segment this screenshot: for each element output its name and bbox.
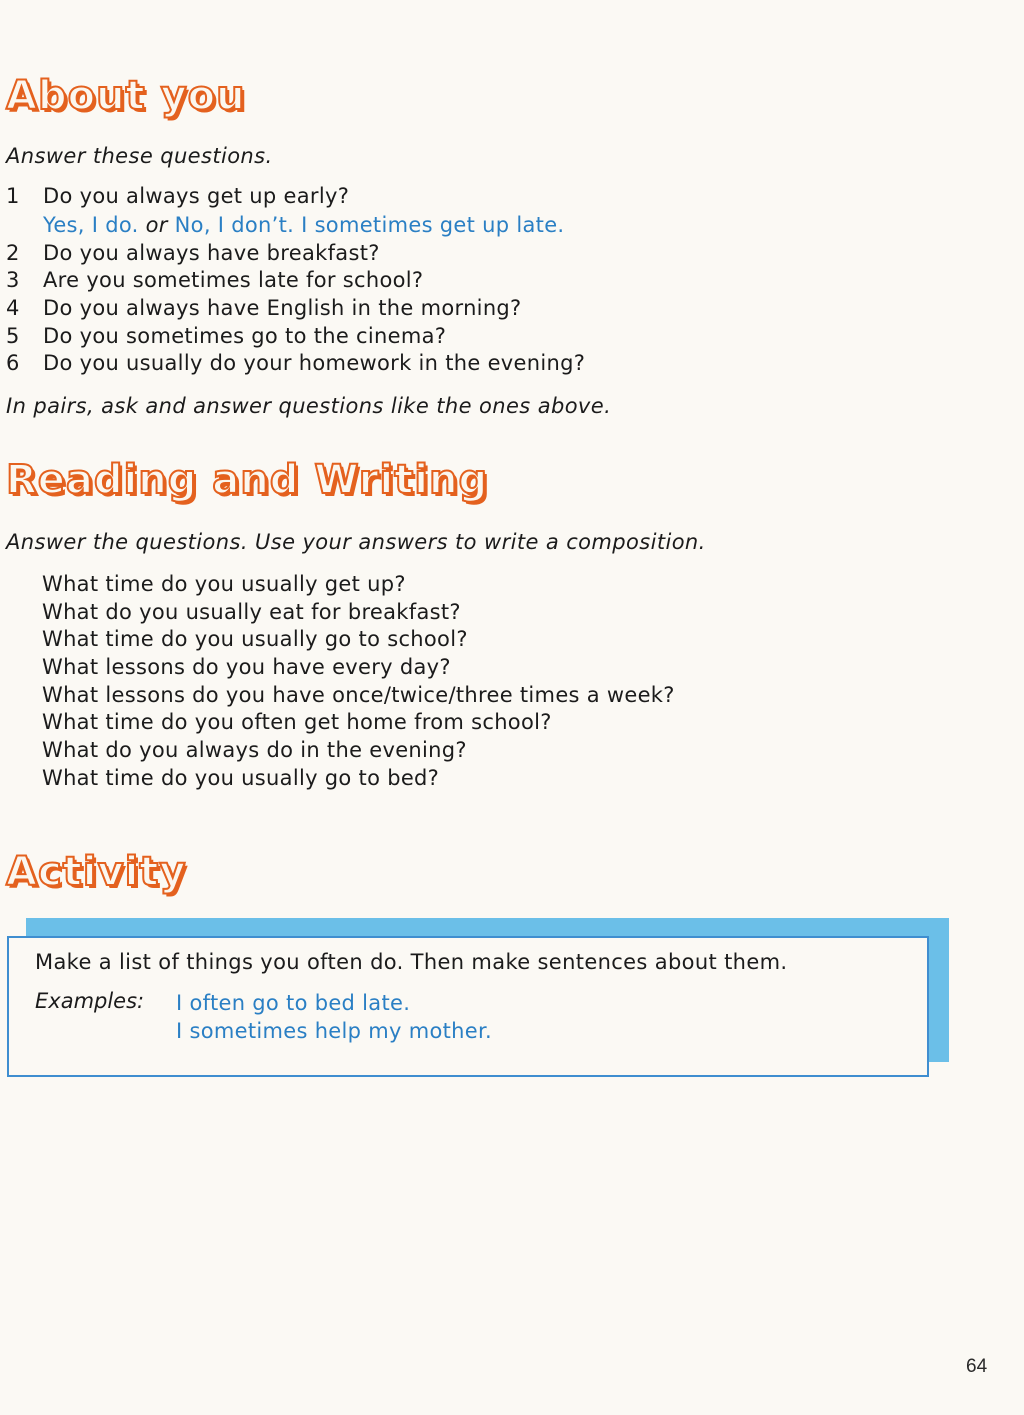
page-number: 64 <box>966 1356 988 1377</box>
composition-question: What do you usually eat for breakfast? <box>42 599 461 624</box>
examples-list <box>176 989 492 1045</box>
question-text: Do you sometimes go to the cinema? <box>43 323 447 348</box>
example-sentence: I often go to bed late. <box>176 991 411 1015</box>
activity-box <box>7 936 929 1077</box>
question-number: 2 <box>6 240 20 265</box>
question-text: Do you always have English in the morning? <box>43 296 522 321</box>
question-item <box>6 295 585 323</box>
example-answer <box>6 211 585 240</box>
composition-question: What lessons do you have once/twice/three times a week? <box>42 682 675 707</box>
reading-writing-heading: Reading and Writing <box>6 457 489 503</box>
example-sentence: I sometimes help my mother. <box>176 1019 492 1043</box>
question-text: Do you usually do your homework in the evening? <box>43 351 586 376</box>
example-answer-part1: Yes, I do. <box>43 212 139 237</box>
composition-question-list <box>42 571 675 793</box>
composition-question: What time do you often get home from school? <box>42 710 552 735</box>
composition-question: What time do you usually go to bed? <box>42 765 440 790</box>
question-number: 6 <box>6 351 20 376</box>
composition-question: What do you always do in the evening? <box>42 738 467 763</box>
question-text: Do you always get up early? <box>43 184 350 208</box>
question-item <box>6 240 585 268</box>
pairs-instruction: In pairs, ask and answer questions like the ones above. <box>6 394 612 418</box>
question-item <box>6 350 585 378</box>
activity-task: Make a list of things you often do. Then make sentences about them. <box>35 950 788 974</box>
question-item <box>6 323 585 351</box>
composition-question: What time do you usually go to school? <box>42 627 468 652</box>
question-number: 4 <box>6 296 20 321</box>
question-number: 3 <box>6 268 20 293</box>
reading-writing-instruction: Answer the questions. Use your answers to write a composition. <box>6 530 706 554</box>
about-you-question-list <box>6 183 585 378</box>
about-you-instruction: Answer these questions. <box>6 144 273 168</box>
question-text: Are you sometimes late for school? <box>43 268 424 293</box>
question-number: 5 <box>6 323 20 348</box>
about-you-heading: About you <box>6 73 246 119</box>
question-number: 1 <box>6 184 20 208</box>
example-answer-or: or <box>145 212 168 237</box>
composition-question: What lessons do you have every day? <box>42 655 451 680</box>
examples-label: Examples: <box>35 989 145 1013</box>
activity-heading: Activity <box>6 849 187 895</box>
question-item <box>6 183 585 211</box>
question-item <box>6 267 585 295</box>
example-answer-part2: No, I don’t. I sometimes get up late. <box>174 212 565 237</box>
composition-question: What time do you usually get up? <box>42 572 406 596</box>
question-text: Do you always have breakfast? <box>43 240 380 265</box>
